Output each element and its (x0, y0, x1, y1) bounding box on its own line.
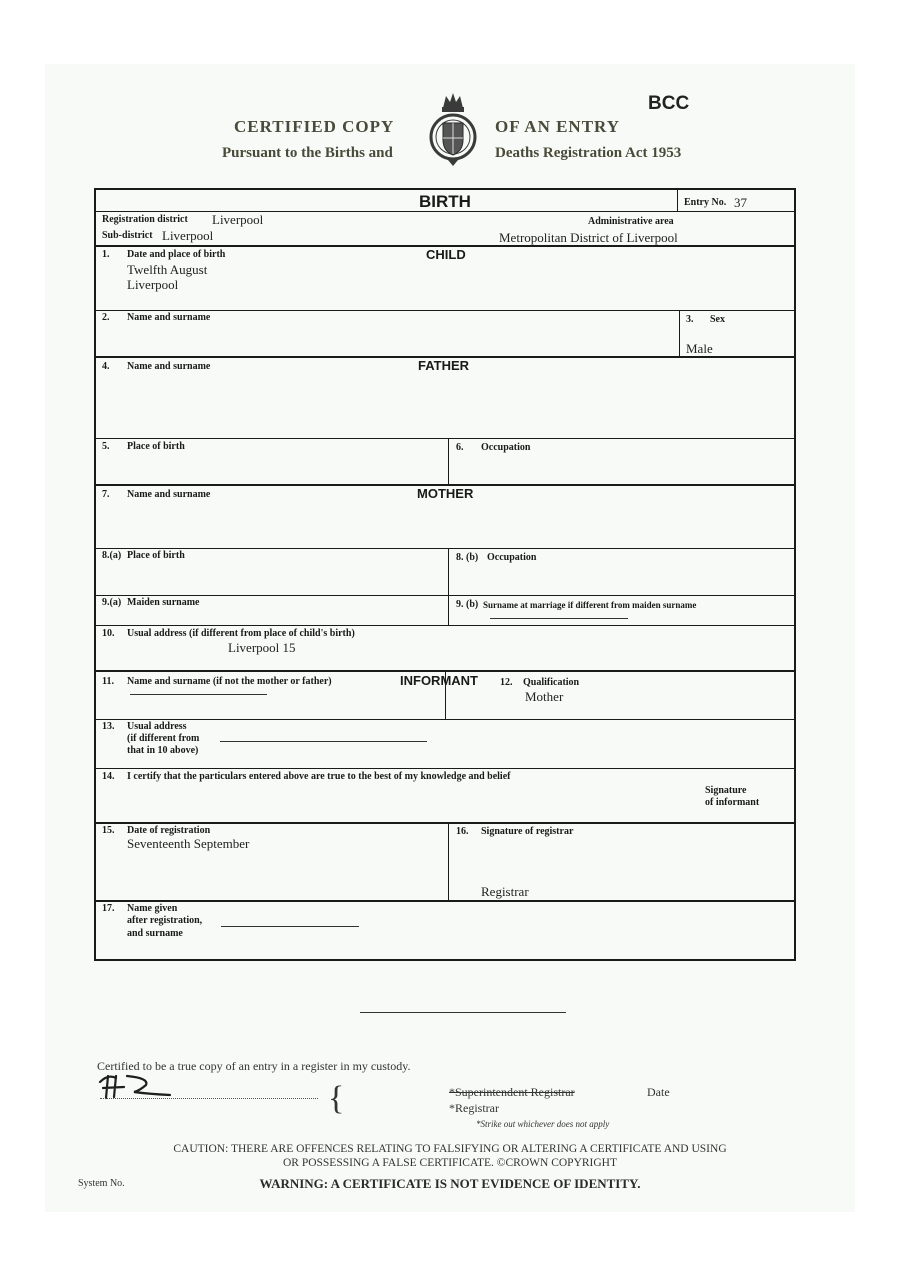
system-number-label: System No. (78, 1178, 125, 1189)
father-occupation-label: Occupation (481, 442, 531, 453)
name-given-line (221, 926, 359, 927)
administrative-area-label: Administrative area (588, 216, 674, 227)
informant-name-label: Name and surname (if not the mother or father) (127, 676, 332, 687)
name-given-label-2: after registration, (127, 915, 203, 926)
usual-address-label: Usual address (if different from place of child's birth) (127, 628, 355, 639)
field-9b-number: 9. (b) (456, 599, 479, 610)
royal-coat-of-arms-icon (428, 90, 478, 170)
section-child: CHILD (426, 247, 466, 262)
date-of-registration-label: Date of registration (127, 825, 211, 836)
date-label: Date (647, 1085, 670, 1099)
sex-label: Sex (710, 314, 725, 325)
header-subtitle-right: Deaths Registration Act 1953 (495, 145, 682, 161)
superintendent-registrar-text: *Superintendent Registrar (449, 1085, 575, 1099)
handwritten-signature-icon (94, 1070, 194, 1105)
mother-name-label: Name and surname (127, 489, 211, 500)
registrar-value: Registrar (481, 884, 529, 899)
registration-district-value: Liverpool (212, 212, 264, 227)
field-1-number: 1. (102, 249, 110, 260)
administrative-area-value: Metropolitan District of Liverpool (499, 230, 678, 245)
name-given-label-1: Name given (127, 903, 178, 914)
field-7-number: 7. (102, 489, 110, 500)
identity-warning: WARNING: A CERTIFICATE IS NOT EVIDENCE OF IDENTITY. (259, 1176, 641, 1191)
father-name-label: Name and surname (127, 361, 211, 372)
signature-of-informant-label-1: Signature (705, 785, 747, 796)
qualification-value: Mother (525, 689, 564, 704)
footer-separator-line (360, 1012, 566, 1013)
field-4-number: 4. (102, 361, 110, 372)
mother-occupation-label: Occupation (487, 552, 537, 563)
informant-address-label-1: Usual address (127, 721, 187, 732)
qualification-label: Qualification (523, 677, 580, 688)
field-9a-number: 9.(a) (102, 597, 122, 608)
field-8b-number: 8. (b) (456, 552, 479, 563)
field-16-number: 16. (456, 826, 469, 837)
informant-address-line (220, 741, 427, 742)
certified-true-copy-text: Certified to be a true copy of an entry in a register in my custody. (97, 1059, 411, 1073)
informant-address-label-3: that in 10 above) (127, 745, 199, 756)
field-14-number: 14. (102, 771, 115, 782)
field-3-number: 3. (686, 314, 694, 325)
caution-line-1: CAUTION: THERE ARE OFFENCES RELATING TO FALSIFYING OR ALTERING A CERTIFICATE AND USING (173, 1143, 727, 1155)
section-informant: INFORMANT (400, 673, 478, 688)
form-heading-birth: BIRTH (419, 192, 471, 211)
field-6-number: 6. (456, 442, 464, 453)
informant-address-label-2: (if different from (127, 733, 200, 744)
field-17-number: 17. (102, 903, 115, 914)
sub-district-label: Sub-district (102, 230, 153, 241)
certify-statement: I certify that the particulars entered above are true to the best of my knowledge and belief (127, 771, 511, 782)
registrar-title-text: *Registrar (449, 1101, 499, 1115)
name-given-label-3: and surname (127, 928, 183, 939)
usual-address-value: Liverpool 15 (228, 640, 296, 655)
header-subtitle-left: Pursuant to the Births and (222, 145, 393, 161)
field-10-number: 10. (102, 628, 115, 639)
signature-dotted-line (100, 1098, 318, 1099)
field-5-number: 5. (102, 441, 110, 452)
header-title-left: CERTIFIED COPY (234, 117, 395, 136)
date-place-of-birth-label: Date and place of birth (127, 249, 226, 260)
place-of-birth-value: Liverpool (127, 277, 179, 292)
form-code: BCC (648, 93, 690, 114)
entry-number-label: Entry No. (684, 197, 727, 208)
surname-at-marriage-line (490, 618, 628, 619)
sex-value: Male (686, 341, 713, 356)
field-12-number: 12. (500, 677, 513, 688)
section-mother: MOTHER (417, 486, 474, 501)
sub-district-value: Liverpool (162, 228, 214, 243)
section-father: FATHER (418, 358, 470, 373)
signature-of-registrar-label: Signature of registrar (481, 826, 574, 837)
field-8a-number: 8.(a) (102, 550, 122, 561)
curly-brace-icon: { (328, 1080, 345, 1117)
surname-at-marriage-label: Surname at marriage if different from maiden surname (483, 600, 697, 610)
field-2-number: 2. (102, 312, 110, 323)
strike-out-note: *Strike out whichever does not apply (476, 1119, 610, 1129)
header-title-right: OF AN ENTRY (495, 117, 621, 136)
registration-district-label: Registration district (102, 214, 188, 225)
date-of-birth-value: Twelfth August (127, 262, 208, 277)
field-13-number: 13. (102, 721, 115, 732)
field-11-number: 11. (102, 676, 114, 687)
signature-of-informant-label-2: of informant (705, 797, 760, 808)
entry-number-value: 37 (734, 195, 747, 210)
informant-name-line (130, 694, 267, 695)
child-name-label: Name and surname (127, 312, 211, 323)
caution-line-2: OR POSSESSING A FALSE CERTIFICATE. ©CROWN COPYRIGHT (282, 1157, 618, 1169)
mother-place-of-birth-label: Place of birth (127, 550, 185, 561)
father-place-of-birth-label: Place of birth (127, 441, 185, 452)
field-15-number: 15. (102, 825, 115, 836)
date-of-registration-value: Seventeenth September (127, 836, 250, 851)
maiden-surname-label: Maiden surname (127, 597, 200, 608)
